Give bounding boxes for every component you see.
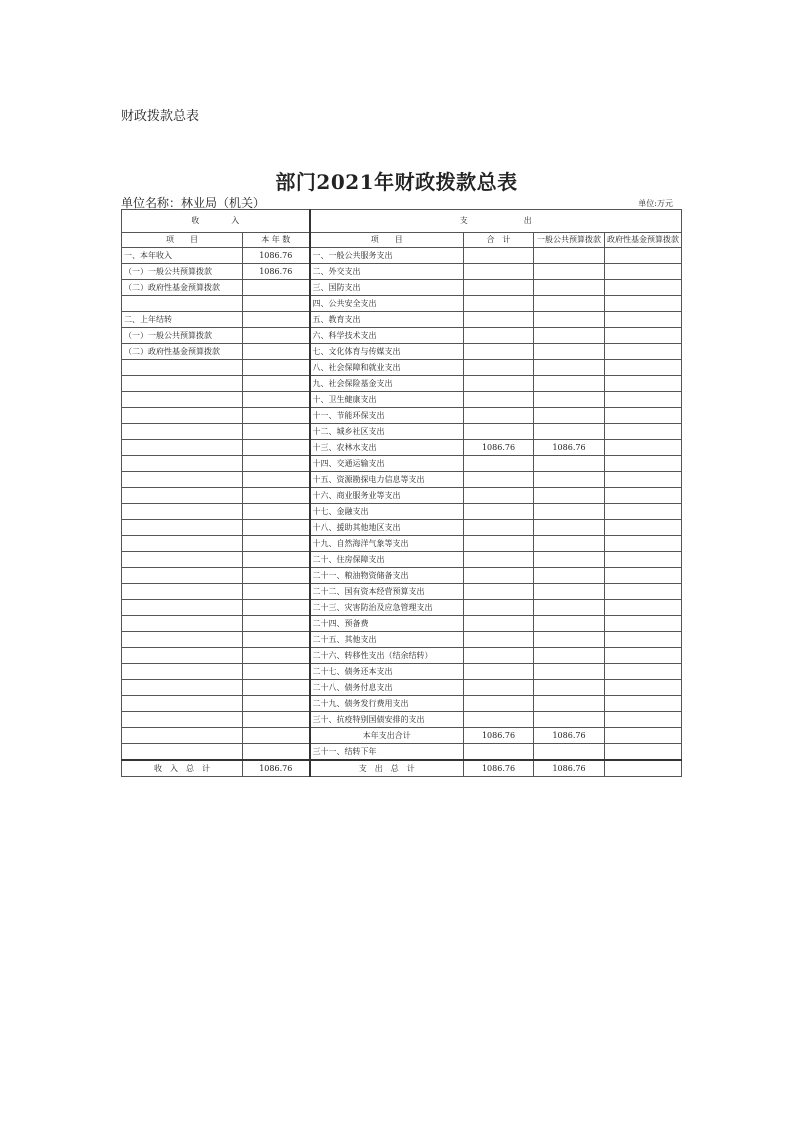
income-item-cell: （一）一般公共预算拨款: [122, 328, 243, 344]
expense-fund-cell: [605, 696, 682, 712]
table-row: [122, 376, 682, 392]
table-row: [122, 456, 682, 472]
expense-general-cell: [534, 328, 605, 344]
income-value-cell: [243, 584, 310, 600]
table-row: [122, 488, 682, 504]
expense-total-cell: 1086.76: [464, 728, 534, 744]
expense-fund-cell: [605, 600, 682, 616]
col-header-income-item: 项 目: [122, 233, 243, 248]
expense-general-cell: [534, 296, 605, 312]
expense-total-cell: [464, 344, 534, 360]
income-value-cell: [243, 728, 310, 744]
col-header-total: 合 计: [464, 233, 534, 248]
table-row: [122, 440, 682, 456]
expense-item-cell: 二十一、粮油物资储备支出: [310, 568, 464, 584]
expense-general-cell: [534, 360, 605, 376]
expense-general-cell: 1086.76: [534, 728, 605, 744]
expense-fund-cell: [605, 680, 682, 696]
table-row: [122, 264, 682, 280]
income-item-cell: [122, 728, 243, 744]
expense-item-cell: 二十九、债务发行费用支出: [310, 696, 464, 712]
income-item-cell: （二）政府性基金预算拨款: [122, 280, 243, 296]
table-row: [122, 680, 682, 696]
expense-general-cell: [534, 584, 605, 600]
table-row: [122, 664, 682, 680]
income-item-cell: [122, 664, 243, 680]
col-header-fund: 政府性基金预算拨款: [605, 233, 682, 248]
expense-general-cell: [534, 248, 605, 264]
income-item-cell: [122, 408, 243, 424]
expense-total-cell: [464, 312, 534, 328]
expense-total-cell: [464, 744, 534, 761]
income-value-cell: [243, 408, 310, 424]
expense-total-cell: [464, 456, 534, 472]
table-row: [122, 360, 682, 376]
expense-item-cell: 二十六、转移性支出（结余结转）: [310, 648, 464, 664]
header-row-main: [122, 210, 682, 233]
expense-total-cell: [464, 504, 534, 520]
expense-fund-cell: [605, 712, 682, 728]
expense-total-label: 支 出 总 计: [310, 760, 464, 777]
income-item-cell: [122, 696, 243, 712]
expense-total-cell: [464, 392, 534, 408]
expense-fund-cell: [605, 392, 682, 408]
income-value-cell: [243, 456, 310, 472]
income-item-cell: [122, 744, 243, 761]
expense-item-cell: 十五、资源勘探电力信息等支出: [310, 472, 464, 488]
table-row: [122, 344, 682, 360]
expense-total-cell: [464, 568, 534, 584]
expense-fund-cell: [605, 632, 682, 648]
expense-general-cell: [534, 264, 605, 280]
expense-general-cell: [534, 568, 605, 584]
expense-fund-cell: [605, 568, 682, 584]
expense-item-cell: 十六、商业服务业等支出: [310, 488, 464, 504]
income-value-cell: [243, 504, 310, 520]
income-item-cell: 一、本年收入: [122, 248, 243, 264]
income-item-cell: [122, 504, 243, 520]
expense-total-cell: [464, 328, 534, 344]
expense-fund-cell: [605, 536, 682, 552]
expense-total-cell: [464, 472, 534, 488]
expense-general-cell: [534, 520, 605, 536]
table-row: [122, 712, 682, 728]
expense-fund-cell: [605, 440, 682, 456]
income-value-cell: [243, 664, 310, 680]
expense-fund-cell: [605, 728, 682, 744]
grand-general-value: 1086.76: [534, 760, 605, 777]
expense-fund-cell: [605, 376, 682, 392]
expense-general-cell: 1086.76: [534, 440, 605, 456]
income-value-cell: [243, 328, 310, 344]
expense-fund-cell: [605, 488, 682, 504]
expense-general-cell: [534, 376, 605, 392]
expense-total-cell: [464, 360, 534, 376]
expense-fund-cell: [605, 280, 682, 296]
expense-general-cell: [534, 488, 605, 504]
expense-general-cell: [534, 280, 605, 296]
income-item-cell: （一）一般公共预算拨款: [122, 264, 243, 280]
table-row: [122, 552, 682, 568]
expense-total-cell: [464, 280, 534, 296]
income-value-cell: 1086.76: [243, 264, 310, 280]
expense-item-cell: 二十七、债务还本支出: [310, 664, 464, 680]
expense-fund-cell: [605, 344, 682, 360]
expense-item-cell: 十七、金融支出: [310, 504, 464, 520]
expense-general-cell: [534, 344, 605, 360]
expense-fund-cell: [605, 248, 682, 264]
income-item-cell: [122, 520, 243, 536]
table-row: [122, 296, 682, 312]
expense-item-cell: 十九、自然海洋气象等支出: [310, 536, 464, 552]
expense-item-cell: 九、社会保险基金支出: [310, 376, 464, 392]
expense-total-cell: [464, 616, 534, 632]
income-item-cell: [122, 568, 243, 584]
table-row: [122, 584, 682, 600]
income-item-cell: [122, 600, 243, 616]
expense-fund-cell: [605, 360, 682, 376]
income-item-cell: [122, 472, 243, 488]
expense-item-cell: 五、教育支出: [310, 312, 464, 328]
table-row: [122, 472, 682, 488]
income-value-cell: [243, 680, 310, 696]
income-item-cell: [122, 552, 243, 568]
expense-total-cell: [464, 520, 534, 536]
income-value-cell: [243, 296, 310, 312]
table-row: [122, 536, 682, 552]
report-title: 部门2021年财政拨款总表: [275, 170, 518, 194]
table-row: [122, 328, 682, 344]
expense-general-cell: [534, 536, 605, 552]
expense-item-cell: 二十二、国有资本经营预算支出: [310, 584, 464, 600]
income-value-cell: [243, 392, 310, 408]
expense-total-cell: [464, 296, 534, 312]
table-row: [122, 280, 682, 296]
expense-item-cell: 二、外交支出: [310, 264, 464, 280]
income-value-cell: [243, 552, 310, 568]
expense-total-cell: [464, 712, 534, 728]
table-row: [122, 744, 682, 761]
income-value-cell: 1086.76: [243, 248, 310, 264]
expense-fund-cell: [605, 552, 682, 568]
expense-total-cell: [464, 600, 534, 616]
expense-item-cell: 二十四、预备费: [310, 616, 464, 632]
income-value-cell: [243, 344, 310, 360]
table-row: [122, 696, 682, 712]
expense-item-cell: 七、文化体育与传媒支出: [310, 344, 464, 360]
expense-fund-cell: [605, 424, 682, 440]
income-value-cell: [243, 520, 310, 536]
expense-general-cell: [534, 632, 605, 648]
expense-total-cell: [464, 584, 534, 600]
income-item-cell: [122, 616, 243, 632]
expense-item-cell: 十、卫生健康支出: [310, 392, 464, 408]
income-value-cell: [243, 360, 310, 376]
expense-item-cell: 十一、节能环保支出: [310, 408, 464, 424]
income-item-cell: [122, 680, 243, 696]
expense-fund-cell: [605, 456, 682, 472]
expense-general-cell: [534, 552, 605, 568]
expense-fund-cell: [605, 744, 682, 761]
income-item-cell: [122, 360, 243, 376]
expense-item-cell: 二十、住房保障支出: [310, 552, 464, 568]
expense-general-cell: [534, 744, 605, 761]
income-item-cell: [122, 392, 243, 408]
expense-item-cell: 十二、城乡社区支出: [310, 424, 464, 440]
expense-fund-cell: [605, 664, 682, 680]
col-header-expense-item: 项 目: [310, 233, 464, 248]
expense-item-cell: 本年支出合计: [310, 728, 464, 744]
income-value-cell: [243, 632, 310, 648]
expense-general-cell: [534, 456, 605, 472]
expense-general-cell: [534, 504, 605, 520]
table-row: [122, 648, 682, 664]
income-value-cell: [243, 440, 310, 456]
income-item-cell: [122, 536, 243, 552]
income-item-cell: [122, 456, 243, 472]
expense-total-cell: [464, 664, 534, 680]
expense-item-cell: 二十八、债务付息支出: [310, 680, 464, 696]
income-item-cell: [122, 296, 243, 312]
income-value-cell: [243, 600, 310, 616]
expense-general-cell: [534, 312, 605, 328]
expense-total-cell: [464, 536, 534, 552]
expense-general-cell: [534, 392, 605, 408]
expense-total-cell: [464, 408, 534, 424]
income-value-cell: [243, 744, 310, 761]
expense-fund-cell: [605, 328, 682, 344]
table-row: [122, 408, 682, 424]
expense-general-cell: [534, 408, 605, 424]
income-item-cell: [122, 632, 243, 648]
expense-general-cell: [534, 648, 605, 664]
income-value-cell: [243, 472, 310, 488]
income-item-cell: [122, 648, 243, 664]
table-row: [122, 600, 682, 616]
expense-item-cell: 三十、抗疫特别国债安排的支出: [310, 712, 464, 728]
expense-item-cell: 三、国防支出: [310, 280, 464, 296]
expense-total-cell: [464, 696, 534, 712]
page-heading: 财政拨款总表: [121, 109, 200, 124]
expense-item-cell: 十三、农林水支出: [310, 440, 464, 456]
expense-total-cell: [464, 632, 534, 648]
header-row-sub: [122, 233, 682, 248]
grand-fund-value: [605, 760, 682, 777]
income-total-value: 1086.76: [243, 760, 310, 777]
income-value-cell: [243, 712, 310, 728]
expense-general-cell: [534, 664, 605, 680]
table-row: [122, 520, 682, 536]
col-header-general: 一般公共预算拨款: [534, 233, 605, 248]
expense-fund-cell: [605, 504, 682, 520]
income-value-cell: [243, 280, 310, 296]
expense-total-cell: [464, 376, 534, 392]
expense-fund-cell: [605, 312, 682, 328]
table-row: [122, 632, 682, 648]
expense-item-cell: 二十三、灾害防治及应急管理支出: [310, 600, 464, 616]
table-row: [122, 616, 682, 632]
expense-item-cell: 六、科学技术支出: [310, 328, 464, 344]
unit-name: 单位名称：林业局（机关）: [121, 196, 266, 210]
expense-header: 支 出: [310, 210, 682, 233]
expense-fund-cell: [605, 296, 682, 312]
expense-total-cell: [464, 264, 534, 280]
table-row: [122, 248, 682, 264]
expense-item-cell: 十八、援助其他地区支出: [310, 520, 464, 536]
expense-item-cell: 十四、交通运输支出: [310, 456, 464, 472]
expense-total-cell: [464, 552, 534, 568]
expense-fund-cell: [605, 408, 682, 424]
income-item-cell: [122, 712, 243, 728]
expense-total-cell: [464, 424, 534, 440]
income-item-cell: （二）政府性基金预算拨款: [122, 344, 243, 360]
expense-fund-cell: [605, 616, 682, 632]
grand-total-value: 1086.76: [464, 760, 534, 777]
expense-total-cell: [464, 648, 534, 664]
income-value-cell: [243, 696, 310, 712]
expense-item-cell: 一、一般公共服务支出: [310, 248, 464, 264]
income-value-cell: [243, 424, 310, 440]
income-item-cell: [122, 440, 243, 456]
expense-general-cell: [534, 712, 605, 728]
table-row: [122, 568, 682, 584]
income-value-cell: [243, 568, 310, 584]
expense-general-cell: [534, 424, 605, 440]
expense-general-cell: [534, 696, 605, 712]
expense-item-cell: 四、公共安全支出: [310, 296, 464, 312]
expense-total-cell: 1086.76: [464, 440, 534, 456]
income-item-cell: [122, 376, 243, 392]
expense-total-cell: [464, 680, 534, 696]
table-row: [122, 312, 682, 328]
income-total-label: 收 入 总 计: [122, 760, 243, 777]
expense-general-cell: [534, 616, 605, 632]
expense-fund-cell: [605, 648, 682, 664]
expense-item-cell: 二十五、其他支出: [310, 632, 464, 648]
income-value-cell: [243, 536, 310, 552]
expense-total-cell: [464, 248, 534, 264]
expense-total-cell: [464, 488, 534, 504]
expense-fund-cell: [605, 472, 682, 488]
totals-row: [122, 760, 682, 777]
income-item-cell: [122, 584, 243, 600]
expense-item-cell: 八、社会保障和就业支出: [310, 360, 464, 376]
table-row: [122, 728, 682, 744]
income-item-cell: [122, 424, 243, 440]
expense-general-cell: [534, 680, 605, 696]
income-value-cell: [243, 376, 310, 392]
income-item-cell: 二、上年结转: [122, 312, 243, 328]
expense-item-cell: 三十一、结转下年: [310, 744, 464, 761]
col-header-income-year: 本 年 数: [243, 233, 310, 248]
table-row: [122, 504, 682, 520]
income-value-cell: [243, 488, 310, 504]
income-value-cell: [243, 312, 310, 328]
income-item-cell: [122, 488, 243, 504]
table-row: [122, 424, 682, 440]
expense-fund-cell: [605, 584, 682, 600]
table-row: [122, 392, 682, 408]
appropriation-table: [121, 209, 682, 777]
expense-general-cell: [534, 472, 605, 488]
income-header: 收 入: [122, 210, 310, 233]
expense-fund-cell: [605, 520, 682, 536]
income-value-cell: [243, 648, 310, 664]
currency-unit: 单位:万元: [638, 199, 673, 208]
expense-fund-cell: [605, 264, 682, 280]
income-value-cell: [243, 616, 310, 632]
expense-general-cell: [534, 600, 605, 616]
